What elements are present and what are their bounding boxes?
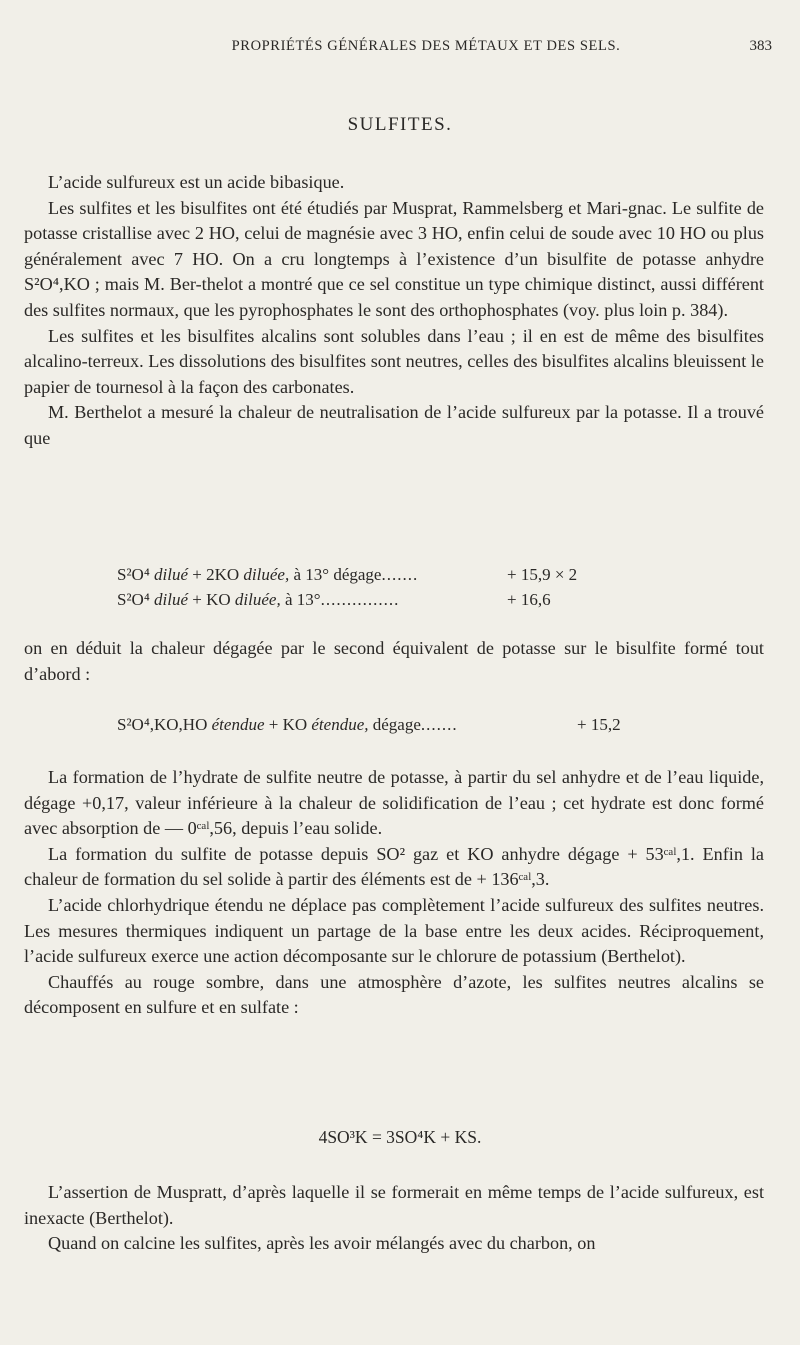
page-number: 383: [749, 38, 772, 54]
paragraph: Les sulfites et les bisulfites alcalins sont solubles dans l’eau ; il en est de même des bisulfites alcalino-terreux. Les dissolutions des bisulfites sont neutres, celles des bisulfites alcalins bleuissent le papier de tournesol à la façon des carbonates.: [24, 325, 764, 397]
text-block-3: [24, 765, 764, 1021]
formula-text: dégage: [372, 715, 421, 734]
paragraph: on en déduit la chaleur dégagée par le second équivalent de potasse sur le bisulfite formé tout d’abord :: [24, 638, 764, 684]
paragraph: L’acide chlorhydrique étendu ne déplace pas complètement l’acide sulfureux des sulfites neutres. Les mesures thermiques indiquent un partage de la base entre les deux acides. Réciproquement, l’acide sulfureux exerce une action décomposante sur le chlorure de potassium (Berthelot).: [24, 894, 764, 967]
equation-line: [117, 565, 578, 585]
paragraph: L’acide sulfureux est un acide bibasique.: [48, 172, 345, 192]
formula-text: à 13° dégage: [293, 565, 382, 584]
equation-line: [117, 590, 551, 610]
paragraph: La formation du sulfite de potasse depuis SO² gaz et KO anhydre dégage + 53ᶜᵃˡ,1. Enfin la chaleur de formation du sel solide à partir des éléments est de + 136ᶜᵃˡ,3.: [24, 843, 764, 890]
formula-word: dilué: [154, 590, 189, 609]
equation-line: [117, 715, 621, 735]
paragraph: L’assertion de Muspratt, d’après laquelle il se formerait en même temps de l’acide sulfureux, est inexacte (Berthelot).: [24, 1182, 764, 1228]
formula: S²O⁴: [117, 590, 150, 609]
formula: S²O⁴,KO,HO: [117, 715, 208, 734]
formula: S²O⁴: [117, 565, 150, 584]
plus-sign: +: [192, 565, 202, 584]
formula-text: à 13°: [284, 590, 321, 609]
formula-word: étendue,: [311, 715, 369, 734]
paragraph: Quand on calcine les sulfites, après les avoir mélangés avec du charbon, on: [48, 1233, 596, 1254]
formula: KO: [282, 715, 308, 734]
heat-value: + 15,9 × 2: [507, 565, 578, 584]
paragraph: La formation de l’hydrate de sulfite neutre de potasse, à partir du sel anhydre et de l’eau liquide, dégage +0,17, valeur inférieure à la chaleur de solidification de l’eau ; cet hydrate est donc formé avec absorption de — 0ᶜᵃˡ,56, depuis l’eau solide.: [24, 767, 764, 839]
paragraph: M. Berthelot a mesuré la chaleur de neutralisation de l’acide sulfureux par la potasse. Il a trouvé que: [24, 402, 764, 448]
formula: KO: [206, 590, 231, 609]
reaction-equation: 4SO³K = 3SO⁴K + KS.: [318, 1127, 482, 1147]
plus-sign: +: [268, 715, 279, 734]
formula-word: diluée,: [243, 565, 290, 584]
plus-sign: +: [192, 590, 202, 609]
formula-word: diluée,: [234, 590, 281, 609]
formula: 2KO: [206, 565, 240, 584]
leader-dots: .......: [420, 715, 458, 734]
leader-dots: ...............: [320, 590, 400, 609]
paragraph: Chauffés au rouge sombre, dans une atmosphère d’azote, les sulfites neutres alcalins se décomposent en sulfure et en sulfate :: [24, 971, 764, 1018]
text-block-1: [24, 170, 764, 452]
text-block-4: [24, 1180, 764, 1257]
formula-word: dilué: [154, 565, 189, 584]
section-title: SULFITES.: [347, 114, 453, 135]
heat-value: + 15,2: [577, 715, 621, 734]
formula-word: étendue: [211, 715, 265, 734]
leader-dots: .......: [381, 565, 419, 584]
heat-value: + 16,6: [507, 590, 551, 609]
paragraph: Les sulfites et les bisulfites ont été étudiés par Musprat, Rammelsberg et Mari-gnac. Le sulfite de potasse cristallise avec 2 HO, celui de magnésie avec 3 HO, enfin celui de soude avec 10 HO ou plus généralement avec 7 HO. On a cru longtemps à l’existence d’un bisulfite de potasse anhydre S²O⁴,KO ; mais M. Ber-thelot a montré que ce sel constitue un type chimique distinct, aussi différent des sulfites normaux, que les pyrophosphates le sont des orthophosphates (voy. plus loin p. 384).: [24, 197, 764, 320]
text-block-2: [24, 636, 764, 687]
running-head: PROPRIÉTÉS GÉNÉRALES DES MÉTAUX ET DES SELS.: [231, 38, 621, 54]
